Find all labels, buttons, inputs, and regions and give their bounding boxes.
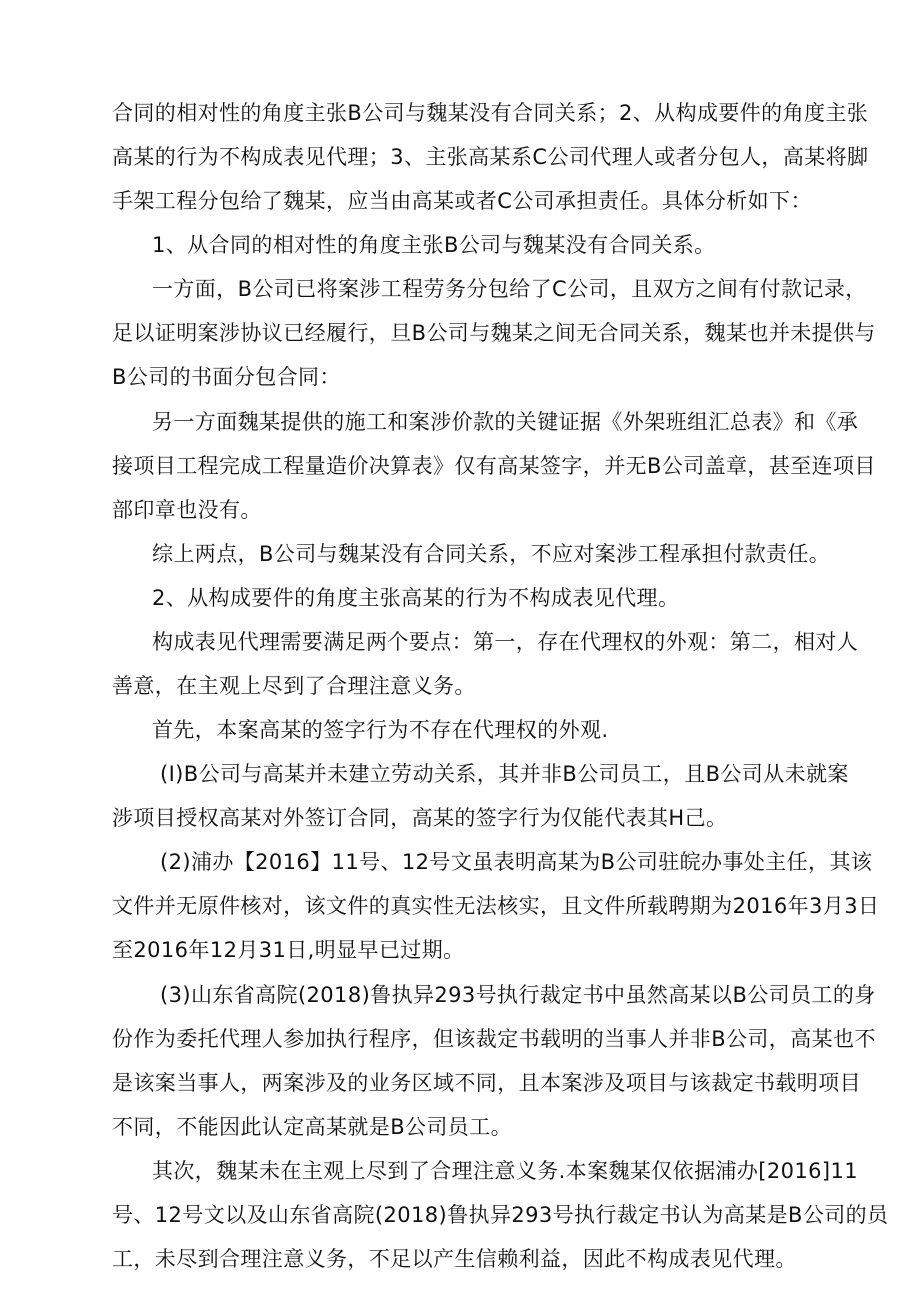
text-line: 涉项目授权高某对外签订合同，高某的签字行为仅能代表其H己。 [112, 806, 728, 830]
section-heading: 1、从合同的相对性的角度主张B公司与魏某没有合同关系。 [152, 233, 716, 257]
list-item-3: (3)山东省高院(2018)鲁执异293号执行裁定书中虽然高某以B公司员工的身 [160, 983, 876, 1007]
text-line: 足以证明案涉协议已经履行，旦B公司与魏某之间无合同关系，魏某也并未提供与 [112, 321, 876, 345]
text-line: 手架工程分包给了魏某，应当由高某或者C公司承担责任。具体分析如下： [112, 189, 812, 213]
text-line: 文件并无原件核对，该文件的真实性无法核实，且文件所载聘期为2016年3月3日 [112, 894, 880, 918]
text-line: 份作为委托代理人参加执行程序，但该裁定书载明的当事人并非B公司，高某也不 [112, 1027, 876, 1051]
text-line: 构成表见代理需要满足两个要点：第一，存在代理权的外观：第二，相对人 [152, 630, 859, 654]
text-line: 一方面，B公司已将案涉工程劳务分包给了C公司，且双方之间有付款记录， [152, 277, 867, 301]
text-line: 高某的行为不构成表见代理；3、主张高某系C公司代理人或者分包人，高某将脚 [112, 145, 869, 169]
section-heading: 2、从构成要件的角度主张高某的行为不构成表见代理。 [152, 586, 680, 610]
text-line: 工，未尽到合理注意义务，不足以产生信赖利益，因此不构成表见代理。 [112, 1247, 797, 1271]
text-line: 是该案当事人，两案涉及的业务区域不同，且本案涉及项目与该裁定书载明项目 [112, 1071, 861, 1095]
text-line: 另一方面魏某提供的施工和案涉价款的关键证据《外架班组汇总表》和《承 [152, 410, 859, 434]
text-line: 接项目工程完成工程量造价决算表》仅有高某签字，并无B公司盖章，甚至连项目 [112, 454, 876, 478]
text-line: 部印章也没有。 [112, 498, 262, 522]
text-line: 其次，魏某未在主观上尽到了合理注意义务.本案魏某仅依据浦办[2016]11 [152, 1159, 859, 1183]
text-line: B公司的书面分包合同： [112, 365, 341, 389]
text-line: 至2016年12月31日,明显早已过期。 [112, 938, 465, 962]
list-item-1: (I)B公司与高某并未建立劳动关系，其并非B公司员工，且B公司从未就案 [160, 762, 849, 786]
text-line: 号、12号文以及山东省高院(2018)鲁执异293号执行裁定书认为高某是B公司的员 [112, 1203, 889, 1227]
list-item-2: (2)浦办【2016】11号、12号文虽表明高某为B公司驻皖办事处主任，其该 [160, 850, 873, 874]
text-line: 合同的相对性的角度主张B公司与魏某没有合同关系；2、从构成要件的角度主张 [112, 101, 869, 125]
text-line: 首先，本案高某的签字行为不存在代理权的外观. [152, 718, 609, 742]
text-line: 不同，不能因此认定高某就是B公司员工。 [112, 1115, 513, 1139]
text-line: 善意，在主观上尽到了合理注意义务。 [112, 674, 476, 698]
text-line: 综上两点，B公司与魏某没有合同关系，不应对案涉工程承担付款责任。 [152, 542, 831, 566]
